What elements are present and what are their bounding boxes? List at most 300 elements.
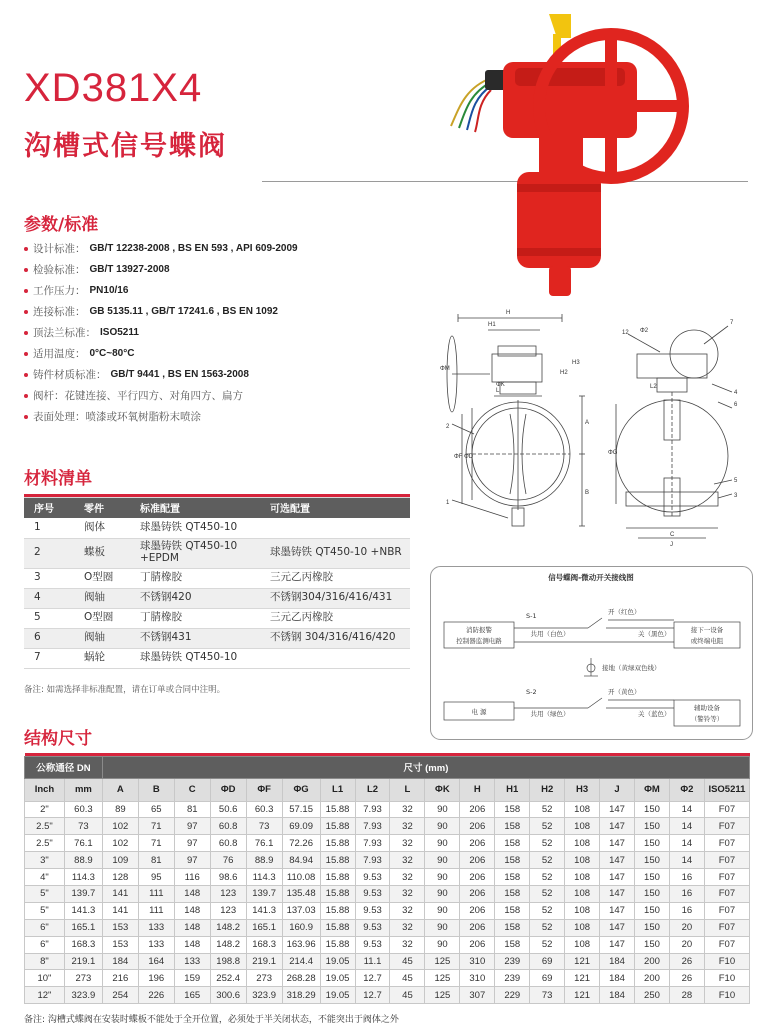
table-cell: 206 <box>460 835 495 852</box>
table-cell: 2.5" <box>25 818 65 835</box>
dim-label: J <box>670 542 673 546</box>
wire-label: 开（红色） <box>608 608 641 616</box>
table-cell: 90 <box>425 852 460 869</box>
table-cell: 73 <box>246 818 282 835</box>
table-cell: 273 <box>246 970 282 987</box>
table-header: H2 <box>530 778 565 801</box>
table-cell: 90 <box>425 885 460 902</box>
table-cell: 168.3 <box>64 936 102 953</box>
table-header: A <box>102 778 138 801</box>
table-cell: 15.88 <box>320 818 355 835</box>
table-cell: 32 <box>390 919 425 936</box>
valve-product-image <box>445 8 695 300</box>
table-cell: 148 <box>174 885 210 902</box>
dim-label: 5 <box>734 478 738 484</box>
table-cell: 90 <box>425 801 460 818</box>
table-cell: 206 <box>460 902 495 919</box>
dim-label: C <box>670 532 675 538</box>
table-header: ΦF <box>246 778 282 801</box>
table-cell: 160.9 <box>282 919 320 936</box>
param-item: 适用温度： 0°C~80°C <box>24 343 444 364</box>
dim-label: ΦD <box>464 454 474 460</box>
product-name: 沟槽式信号蝶阀 <box>24 131 227 162</box>
wiring-title: 信号蝶阀-微动开关接线图 <box>548 573 634 582</box>
param-item: 工作压力： PN10/16 <box>24 280 444 301</box>
table-cell: 19.05 <box>320 987 355 1004</box>
dim-label: H1 <box>488 322 496 328</box>
bullet-icon <box>24 394 28 398</box>
wire-label: 关（蓝色） <box>638 710 671 718</box>
table-header: mm <box>64 778 102 801</box>
table-cell: 158 <box>495 919 530 936</box>
table-cell: 15.88 <box>320 835 355 852</box>
table-cell: 147 <box>600 801 635 818</box>
table-cell: 9.53 <box>355 902 390 919</box>
table-cell: 150 <box>635 869 670 886</box>
table-cell: 32 <box>390 835 425 852</box>
table-row <box>25 801 750 818</box>
table-cell: 26 <box>669 953 704 970</box>
table-row: 5 O型圈 丁腈橡胶 三元乙丙橡胶 <box>24 608 410 628</box>
table-cell: 90 <box>425 902 460 919</box>
table-cell: F07 <box>704 936 749 953</box>
table-cell: 184 <box>600 970 635 987</box>
params-section-title: 参数/标准 <box>24 215 99 235</box>
table-cell: 19.05 <box>320 953 355 970</box>
table-cell: 148.2 <box>210 919 246 936</box>
table-row <box>25 987 750 1004</box>
table-cell: F10 <box>704 970 749 987</box>
table-cell: 147 <box>600 835 635 852</box>
table-cell: 16 <box>669 869 704 886</box>
svg-text:（警铃等）: （警铃等） <box>690 715 724 723</box>
table-cell: 111 <box>138 902 174 919</box>
table-cell: 60.8 <box>210 818 246 835</box>
table-cell: 32 <box>390 885 425 902</box>
table-cell: 9.53 <box>355 919 390 936</box>
table-cell: 16 <box>669 885 704 902</box>
table-cell: 15.88 <box>320 936 355 953</box>
dim-label: L <box>496 388 500 394</box>
wiring-diagram <box>430 566 753 740</box>
table-header: H <box>460 778 495 801</box>
table-cell: 200 <box>635 970 670 987</box>
table-cell: 32 <box>390 936 425 953</box>
table-cell: 7.93 <box>355 801 390 818</box>
table-cell: 148 <box>174 902 210 919</box>
table-cell: 10" <box>25 970 65 987</box>
table-cell: F07 <box>704 835 749 852</box>
table-cell: 206 <box>460 869 495 886</box>
table-cell: 28 <box>669 987 704 1004</box>
table-cell: 108 <box>565 936 600 953</box>
dim-label: H3 <box>572 360 580 366</box>
table-cell: 109 <box>102 852 138 869</box>
table-cell: 133 <box>138 919 174 936</box>
table-cell: 60.8 <box>210 835 246 852</box>
table-cell: 32 <box>390 902 425 919</box>
table-cell: 52 <box>530 852 565 869</box>
dn-header: 公称通径 DN <box>25 756 103 778</box>
table-cell: 97 <box>174 835 210 852</box>
table-cell: 52 <box>530 902 565 919</box>
table-cell: 125 <box>425 970 460 987</box>
table-cell: 108 <box>565 801 600 818</box>
table-cell: 9.53 <box>355 936 390 953</box>
table-cell: 14 <box>669 801 704 818</box>
dimensions-section-title: 结构尺寸 <box>24 729 92 749</box>
table-cell: 12.7 <box>355 970 390 987</box>
table-header: ΦM <box>635 778 670 801</box>
table-header: ΦK <box>425 778 460 801</box>
table-header: J <box>600 778 635 801</box>
svg-text:控制器监测电路: 控制器监测电路 <box>456 637 502 645</box>
table-cell: 219.1 <box>246 953 282 970</box>
table-cell: 108 <box>565 869 600 886</box>
table-cell: 150 <box>635 801 670 818</box>
table-cell: 90 <box>425 818 460 835</box>
dim-label: H2 <box>560 370 568 376</box>
table-cell: 158 <box>495 902 530 919</box>
table-cell: 90 <box>425 936 460 953</box>
table-cell: 165 <box>174 987 210 1004</box>
table-header: 零件 <box>74 497 130 518</box>
table-cell: 16 <box>669 902 704 919</box>
wire-label: 共用（绿色） <box>530 710 570 718</box>
table-cell: 184 <box>600 987 635 1004</box>
table-cell: 164 <box>138 953 174 970</box>
table-cell: 165.1 <box>246 919 282 936</box>
table-cell: 15.88 <box>320 919 355 936</box>
table-row: 1 阀体 球墨铸铁 QT450-10 <box>24 518 410 538</box>
table-cell: 168.3 <box>246 936 282 953</box>
table-cell: 20 <box>669 919 704 936</box>
param-item: 阀杆：花键连接、平行四方、对角四方、扁方 <box>24 385 444 406</box>
table-cell: F07 <box>704 885 749 902</box>
table-header: L2 <box>355 778 390 801</box>
table-cell: 141 <box>102 885 138 902</box>
params-list <box>24 238 444 427</box>
table-cell: 52 <box>530 835 565 852</box>
table-cell: 158 <box>495 852 530 869</box>
table-cell: 57.15 <box>282 801 320 818</box>
table-cell: 15.88 <box>320 869 355 886</box>
table-cell: 158 <box>495 936 530 953</box>
dim-label: 2 <box>446 424 450 430</box>
table-row: 4 阀轴 不锈钢420 不锈钢304/316/416/431 <box>24 588 410 608</box>
table-cell: 206 <box>460 852 495 869</box>
table-cell: 184 <box>600 953 635 970</box>
dim-label: ΦK <box>496 382 505 388</box>
table-cell: 141.3 <box>64 902 102 919</box>
dim-label: H <box>506 310 511 316</box>
bullet-icon <box>24 247 28 251</box>
table-cell: F07 <box>704 919 749 936</box>
table-cell: 323.9 <box>246 987 282 1004</box>
table-cell: 121 <box>565 970 600 987</box>
table-header: H1 <box>495 778 530 801</box>
table-row <box>25 852 750 869</box>
table-cell: 45 <box>390 953 425 970</box>
table-cell: 65 <box>138 801 174 818</box>
table-cell: 141.3 <box>246 902 282 919</box>
table-cell: 310 <box>460 970 495 987</box>
table-cell: 76.1 <box>64 835 102 852</box>
table-cell: 45 <box>390 987 425 1004</box>
svg-text:辅助设备: 辅助设备 <box>694 704 720 712</box>
dim-label: 7 <box>730 320 734 326</box>
table-cell: 9.53 <box>355 885 390 902</box>
table-cell: 69 <box>530 953 565 970</box>
table-cell: 108 <box>565 852 600 869</box>
table-cell: 15.88 <box>320 885 355 902</box>
table-cell: 114.3 <box>246 869 282 886</box>
table-row <box>25 919 750 936</box>
dimensions-note: 备注: 沟槽式蝶阀在安装时蝶板不能处于全开位置，必须处于半关闭状态，不能突出于阀体之外 <box>24 1015 399 1025</box>
table-cell: 7.93 <box>355 818 390 835</box>
table-cell: 307 <box>460 987 495 1004</box>
table-cell: 14 <box>669 835 704 852</box>
wiring-box-label: 电 源 <box>471 708 487 716</box>
table-cell: 226 <box>138 987 174 1004</box>
table-cell: 163.96 <box>282 936 320 953</box>
table-cell: 147 <box>600 936 635 953</box>
table-cell: 273 <box>64 970 102 987</box>
table-cell: 95 <box>138 869 174 886</box>
table-cell: 72.26 <box>282 835 320 852</box>
table-cell: F07 <box>704 818 749 835</box>
wire-label: 接地（黄绿双色线） <box>602 664 661 672</box>
table-cell: 147 <box>600 919 635 936</box>
table-cell: 158 <box>495 869 530 886</box>
table-cell: 14 <box>669 818 704 835</box>
dim-label: 3 <box>734 493 738 499</box>
table-cell: 150 <box>635 852 670 869</box>
table-cell: 2.5" <box>25 835 65 852</box>
table-header: L <box>390 778 425 801</box>
table-header: Φ2 <box>669 778 704 801</box>
table-cell: 219.1 <box>64 953 102 970</box>
material-table <box>24 494 410 669</box>
table-cell: 52 <box>530 869 565 886</box>
table-row: 7 蜗轮 球墨铸铁 QT450-10 <box>24 648 410 668</box>
table-cell: 97 <box>174 818 210 835</box>
table-cell: 150 <box>635 902 670 919</box>
table-cell: 81 <box>138 852 174 869</box>
table-cell: 97 <box>174 852 210 869</box>
param-item: 表面处理：喷漆或环氧树脂粉末喷涂 <box>24 406 444 427</box>
dim-label: B <box>585 490 590 496</box>
table-row <box>25 835 750 852</box>
dim-label: L2 <box>650 384 657 390</box>
table-cell: 12.7 <box>355 987 390 1004</box>
dim-label: ΦG <box>608 450 618 456</box>
table-cell: 159 <box>174 970 210 987</box>
table-cell: 239 <box>495 970 530 987</box>
dim-label: ΦM <box>440 366 450 372</box>
table-cell: 148 <box>174 936 210 953</box>
table-row <box>25 885 750 902</box>
dim-label: ΦF <box>454 454 463 460</box>
table-cell: 108 <box>565 902 600 919</box>
table-row: 2 蝶板 球墨铸铁 QT450-10 +EPDM 球墨铸铁 QT450-10 +NBR <box>24 538 410 568</box>
table-cell: 11.1 <box>355 953 390 970</box>
table-cell: 216 <box>102 970 138 987</box>
table-cell: 45 <box>390 970 425 987</box>
table-row <box>25 902 750 919</box>
table-cell: 108 <box>565 818 600 835</box>
technical-drawing <box>432 304 757 546</box>
table-row <box>25 869 750 886</box>
size-header: 尺寸 (mm) <box>102 756 749 778</box>
table-cell: 108 <box>565 835 600 852</box>
table-cell: 158 <box>495 835 530 852</box>
table-row: 6 阀轴 不锈钢431 不锈钢 304/316/416/420 <box>24 628 410 648</box>
bullet-icon <box>24 415 28 419</box>
table-cell: 50.6 <box>210 801 246 818</box>
table-cell: 184 <box>102 953 138 970</box>
wire-label: 共用（白色） <box>530 630 570 638</box>
table-cell: 133 <box>174 953 210 970</box>
table-cell: 158 <box>495 818 530 835</box>
table-cell: 150 <box>635 919 670 936</box>
table-cell: 102 <box>102 818 138 835</box>
table-cell: 52 <box>530 801 565 818</box>
table-cell: 310 <box>460 953 495 970</box>
table-cell: 5" <box>25 902 65 919</box>
table-cell: F07 <box>704 852 749 869</box>
table-cell: 108 <box>565 919 600 936</box>
table-cell: 108 <box>565 885 600 902</box>
table-cell: 147 <box>600 818 635 835</box>
table-cell: 52 <box>530 936 565 953</box>
table-cell: 15.88 <box>320 801 355 818</box>
table-cell: 111 <box>138 885 174 902</box>
table-cell: 52 <box>530 818 565 835</box>
table-cell: 88.9 <box>246 852 282 869</box>
product-model: XD381X4 <box>24 66 203 110</box>
table-header: Inch <box>25 778 65 801</box>
table-cell: 135.48 <box>282 885 320 902</box>
param-item: 检验标准： GB/T 13927-2008 <box>24 259 444 280</box>
dim-label: 1 <box>446 500 450 506</box>
table-header: 序号 <box>24 497 74 518</box>
table-header: C <box>174 778 210 801</box>
table-cell: 128 <box>102 869 138 886</box>
bullet-icon <box>24 331 28 335</box>
table-row <box>25 953 750 970</box>
table-cell: 73 <box>530 987 565 1004</box>
table-cell: 60.3 <box>64 801 102 818</box>
table-header: ΦD <box>210 778 246 801</box>
s1-label: S-1 <box>526 612 537 620</box>
table-cell: 150 <box>635 835 670 852</box>
table-cell: 32 <box>390 852 425 869</box>
s2-label: S-2 <box>526 688 537 696</box>
table-cell: 52 <box>530 919 565 936</box>
table-cell: 71 <box>138 818 174 835</box>
table-cell: 116 <box>174 869 210 886</box>
table-cell: 123 <box>210 885 246 902</box>
table-cell: F07 <box>704 801 749 818</box>
table-cell: 150 <box>635 818 670 835</box>
dim-label: Φ2 <box>640 328 649 334</box>
table-cell: 98.6 <box>210 869 246 886</box>
table-cell: 60.3 <box>246 801 282 818</box>
table-cell: 81 <box>174 801 210 818</box>
table-cell: 196 <box>138 970 174 987</box>
svg-text:接下一设备: 接下一设备 <box>690 626 724 634</box>
material-note: 备注: 如需选择非标准配置，请在订单或合同中注明。 <box>24 685 226 695</box>
table-cell: 4" <box>25 869 65 886</box>
table-cell: 6" <box>25 919 65 936</box>
table-row: 3 O型圈 丁腈橡胶 三元乙丙橡胶 <box>24 568 410 588</box>
table-cell: 254 <box>102 987 138 1004</box>
table-cell: 150 <box>635 936 670 953</box>
table-cell: 206 <box>460 936 495 953</box>
table-cell: 206 <box>460 818 495 835</box>
table-cell: 89 <box>102 801 138 818</box>
table-cell: 147 <box>600 852 635 869</box>
table-cell: 73 <box>64 818 102 835</box>
table-cell: 114.3 <box>64 869 102 886</box>
table-cell: 6" <box>25 936 65 953</box>
table-cell: 15.88 <box>320 852 355 869</box>
table-cell: 139.7 <box>246 885 282 902</box>
dim-label: 4 <box>734 390 738 396</box>
table-header: 可选配置 <box>260 497 410 518</box>
table-cell: 139.7 <box>64 885 102 902</box>
table-cell: 239 <box>495 953 530 970</box>
table-cell: F07 <box>704 902 749 919</box>
table-cell: 123 <box>210 902 246 919</box>
table-cell: 32 <box>390 801 425 818</box>
table-cell: 206 <box>460 919 495 936</box>
table-cell: 69.09 <box>282 818 320 835</box>
table-cell: 9.53 <box>355 869 390 886</box>
table-cell: 19.05 <box>320 970 355 987</box>
bullet-icon <box>24 373 28 377</box>
dim-label: A <box>585 420 590 426</box>
table-cell: 102 <box>102 835 138 852</box>
table-row <box>25 818 750 835</box>
table-cell: 268.28 <box>282 970 320 987</box>
table-row <box>25 970 750 987</box>
table-cell: 153 <box>102 936 138 953</box>
table-cell: 141 <box>102 902 138 919</box>
table-cell: 318.29 <box>282 987 320 1004</box>
table-cell: 7.93 <box>355 852 390 869</box>
table-cell: 76 <box>210 852 246 869</box>
table-cell: 32 <box>390 869 425 886</box>
table-cell: 150 <box>635 885 670 902</box>
table-cell: 214.4 <box>282 953 320 970</box>
table-cell: 90 <box>425 869 460 886</box>
table-cell: 206 <box>460 801 495 818</box>
table-cell: 147 <box>600 869 635 886</box>
table-cell: 90 <box>425 835 460 852</box>
table-cell: 206 <box>460 885 495 902</box>
table-cell: 300.6 <box>210 987 246 1004</box>
table-row <box>25 936 750 953</box>
table-cell: F07 <box>704 869 749 886</box>
param-item: 设计标准： GB/T 12238-2008 , BS EN 593 , API 609-2009 <box>24 238 444 259</box>
dimensions-table <box>24 753 750 1004</box>
table-cell: 198.8 <box>210 953 246 970</box>
dim-label: 12 <box>622 330 629 336</box>
table-cell: 5" <box>25 885 65 902</box>
table-cell: 71 <box>138 835 174 852</box>
